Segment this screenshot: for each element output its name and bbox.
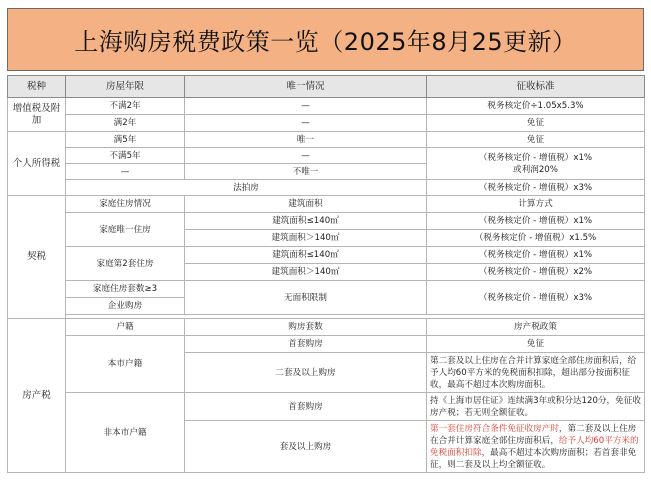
cell-sub-header: 计算方式 — [427, 196, 645, 213]
cell-housing: 家庭第2套住房 — [66, 247, 185, 281]
table-row — [8, 132, 645, 148]
cell-sub-header: 户籍 — [66, 319, 185, 336]
cell-standard — [427, 148, 645, 180]
cell-count: 首套购房 — [185, 336, 427, 353]
cell-standard: 免征 — [427, 115, 645, 132]
tax-type-vat: 增值税及附加 — [8, 98, 66, 132]
cell-standard: （税务核定价 - 增值税）x3% — [427, 281, 645, 315]
cell-housing: 企业购房 — [66, 298, 185, 315]
table-row — [8, 98, 645, 115]
tax-type-deed: 契税 — [8, 196, 66, 319]
table-row — [8, 336, 645, 353]
cell-standard: （税务核定价 - 增值税）x3% — [427, 180, 645, 196]
cell-area: 建筑面积＞140㎡ — [185, 230, 427, 247]
cell-count: 二套及以上购房 — [185, 353, 427, 393]
cell-standard: （税务核定价 - 增值税）x2% — [427, 264, 645, 281]
cell-unique: 唯一 — [185, 132, 427, 148]
table-row — [8, 115, 645, 132]
cell-standard: （税务核定价 - 增值税）x1.5% — [427, 230, 645, 247]
cell-years: 不满2年 — [66, 98, 185, 115]
tax-policy-table — [7, 75, 645, 473]
cell-policy: 第二套及以上住房在合并计算家庭全部住房面积后，给予人均60平方米的免税面积扣除，超出部分按面积征收，最高不超过本次购房面积。 — [427, 353, 645, 393]
table-row — [8, 196, 645, 213]
cell-sub-header: 家庭住房情况 — [66, 196, 185, 213]
cell-hukou: 本市户籍 — [66, 336, 185, 393]
cell-years: 满5年 — [66, 132, 185, 148]
cell-unique: — — [185, 98, 427, 115]
cell-area: 无面积限制 — [185, 281, 427, 315]
cell-standard: 免征 — [427, 132, 645, 148]
table-row — [8, 213, 645, 230]
header-tax-type: 税种 — [8, 76, 66, 98]
tax-type-property: 房产税 — [8, 319, 66, 473]
cell-hukou: 非本市户籍 — [66, 393, 185, 473]
cell-area: 建筑面积≤140㎡ — [185, 213, 427, 230]
cell-housing: 家庭住房套数≥3 — [66, 281, 185, 298]
table-header-row — [8, 76, 645, 98]
table-row — [8, 148, 645, 164]
cell-unique: — — [185, 148, 427, 164]
header-house-years: 房屋年限 — [66, 76, 185, 98]
cell-policy: 持《上海市居住证》连续满3年或积分达120分，免征收房产税；若无则全额征收。 — [427, 393, 645, 421]
cell-sub-header: 建筑面积 — [185, 196, 427, 213]
cell-standard: （税务核定价 - 增值税）x1% — [427, 247, 645, 264]
cell-policy: 免征 — [427, 336, 645, 353]
header-unique-status: 唯一情况 — [185, 76, 427, 98]
highlight-text: 第一套住房符合条件免征收房产时 — [430, 423, 559, 434]
table-row — [8, 393, 645, 421]
standard-line: （税务核定价 - 增值税）x1% — [478, 152, 593, 163]
policy-text: ，最高不超过本次购房面积；若首套非免征，则二套及以上均全额征收。 — [430, 447, 637, 470]
policy-text: ，第二套及以上住房在合并计算家庭全部住房面积后， — [430, 423, 637, 446]
cell-policy — [427, 421, 645, 473]
highlight-text: 给予人均60平方米的免税面积扣除 — [430, 435, 639, 458]
cell-years: 法拍房 — [66, 180, 427, 196]
cell-housing: 家庭唯一住房 — [66, 213, 185, 247]
cell-area: 建筑面积≤140㎡ — [185, 247, 427, 264]
cell-unique: — — [185, 115, 427, 132]
cell-years: — — [66, 164, 185, 180]
tax-type-income: 个人所得税 — [8, 132, 66, 196]
page-title: 上海购房税费政策一览（2025年8月25更新） — [7, 8, 644, 71]
cell-count: 套及以上购房 — [185, 421, 427, 473]
cell-years: 不满5年 — [66, 148, 185, 164]
cell-standard: （税务核定价 - 增值税）x1% — [427, 213, 645, 230]
cell-sub-header: 购房套数 — [185, 319, 427, 336]
cell-standard: 税务核定价÷1.05x5.3% — [427, 98, 645, 115]
header-standard: 征收标准 — [427, 76, 645, 98]
table-row — [8, 281, 645, 298]
table-row — [8, 247, 645, 264]
cell-area: 建筑面积＞140㎡ — [185, 264, 427, 281]
standard-line: 或利润20% — [513, 164, 558, 175]
cell-sub-header: 房产税政策 — [427, 319, 645, 336]
table-row — [8, 180, 645, 196]
cell-years: 满2年 — [66, 115, 185, 132]
cell-unique: 不唯一 — [185, 164, 427, 180]
cell-count: 首套购房 — [185, 393, 427, 421]
table-row — [8, 319, 645, 336]
